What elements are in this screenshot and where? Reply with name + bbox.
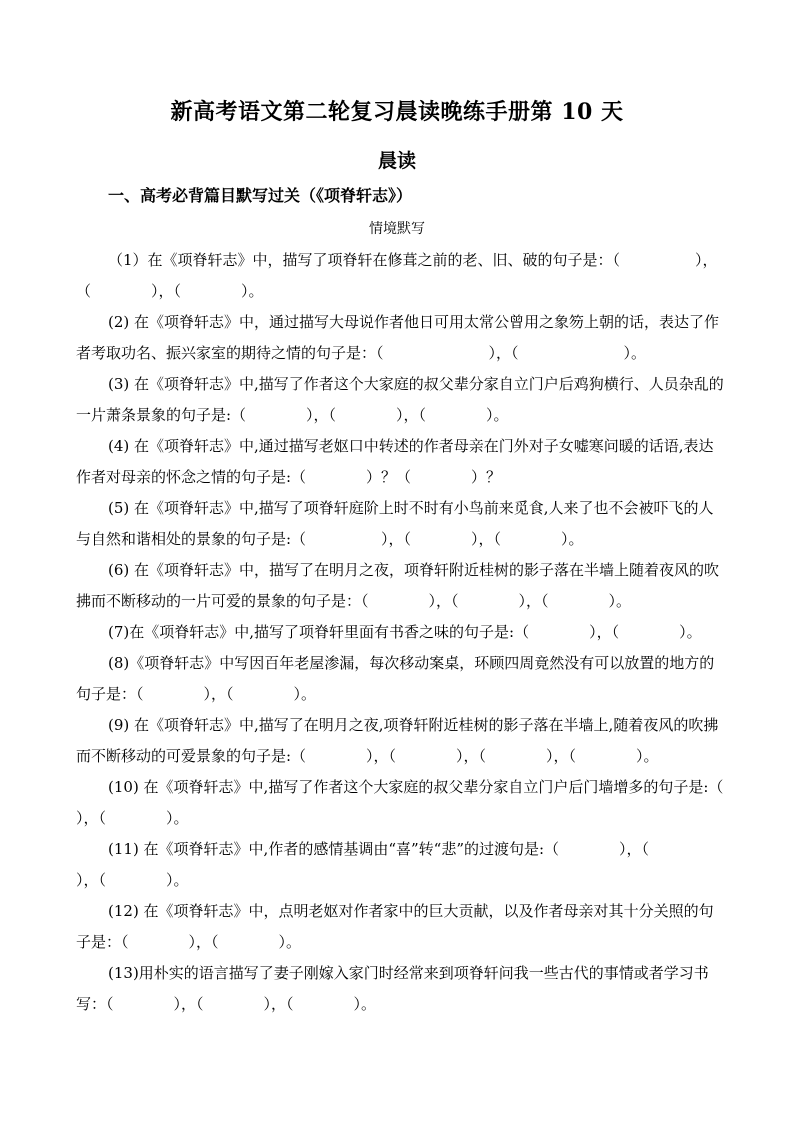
question-item: (8)《项脊轩志》中写因百年老屋渗漏，每次移动案桌，环顾四周竟然没有可以放置的地方的句子是：（ ），（ ）。 (76, 654, 715, 703)
question-item: (11) 在《项脊轩志》中,作者的感情基调由“喜”转“悲”的过渡句是:（ ），（ ），（ ）。 (76, 840, 710, 889)
document-title: 新高考语文第二轮复习晨读晚练手册第 10 天 (170, 99, 624, 125)
question-item: （1）在《项脊轩志》中，描写了项脊轩在修葺之前的老、旧、破的句子是：（ ），（ ），（ ）。 (76, 251, 718, 300)
question-item: (3) 在《项脊轩志》中,描写了作者这个大家庭的叔父辈分家自立门户后鸡狗横行、人员杂乱的一片萧条景象的句子是:（ ），（ ），（ ）。 (76, 375, 724, 424)
category-label: 情境默写 (369, 221, 425, 237)
section-subtitle: 晨读 (377, 150, 416, 172)
question-item: (2) 在《项脊轩志》中，通过描写大母说作者他日可用太常公曾用之象笏上朝的话，表达了作者考取功名、振兴家室的期待之情的句子是：（ ），（ ）。 (76, 313, 720, 362)
question-item: (13)用朴实的语言描写了妻子刚嫁入家门时经常来到项脊轩问我一些古代的事情或者学习书写：（ ），（ ），（ ）。 (76, 964, 709, 1013)
question-item: (10) 在《项脊轩志》中,描写了作者这个大家庭的叔父辈分家自立门户后门墙增多的句子是:（ ），（ ）。 (76, 778, 784, 827)
question-item: (7)在《项脊轩志》中,描写了项脊轩里面有书香之味的句子是:（ ），（ ）。 (108, 623, 702, 641)
question-item: (4) 在《项脊轩志》中,通过描写老妪口中转述的作者母亲在门外对子女嘘寒问暖的话语,表达作者对母亲的怀念之情的句子是:（ ）？（ ）？ (76, 437, 714, 486)
question-item: (9) 在《项脊轩志》中,描写了在明月之夜,项脊轩附近桂树的影子落在半墙上,随着夜风的吹拂而不断移动的可爱景象的句子是:（ ），（ ），（ ），（ ）。 (76, 716, 719, 765)
section-heading: 一、高考必背篇目默写过关（《项脊轩志》） (108, 186, 413, 205)
question-item: (12) 在《项脊轩志》中，点明老妪对作者家中的巨大贡献，以及作者母亲对其十分关照的句子是：（ ），（ ）。 (76, 902, 714, 951)
question-list (76, 245, 784, 1020)
question-item: (5) 在《项脊轩志》中,描写了项脊轩庭阶上时不时有小鸟前来觅食,人来了也不会被吓飞的人与自然和谐相处的景象的句子是:（ ），（ ），（ ）。 (76, 499, 714, 548)
question-item: (6) 在《项脊轩志》中，描写了在明月之夜，项脊轩附近桂树的影子落在半墙上随着夜风的吹拂而不断移动的一片可爱的景象的句子是：（ ），（ ），（ ）。 (76, 561, 720, 610)
